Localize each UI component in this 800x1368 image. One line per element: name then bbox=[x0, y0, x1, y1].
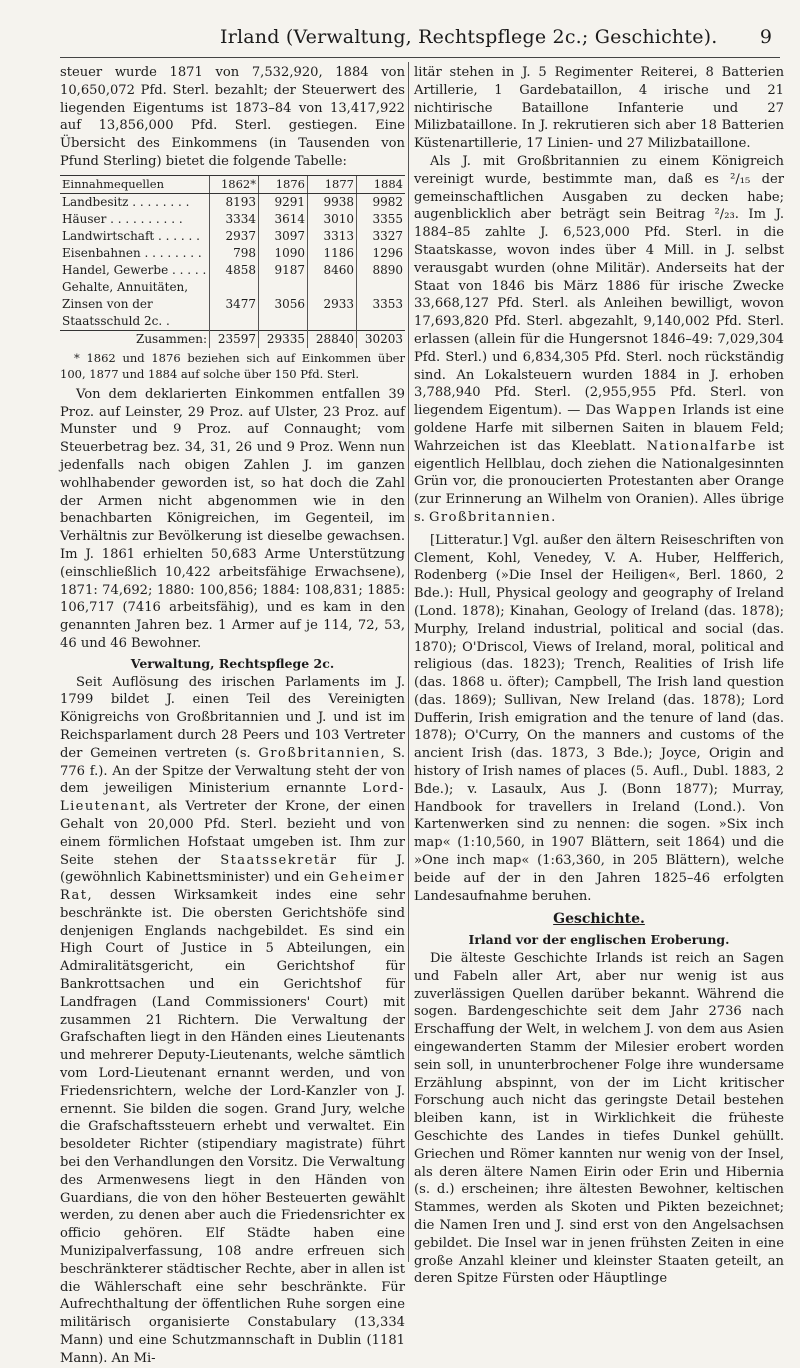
table-cell: 3056 bbox=[259, 279, 308, 331]
table-cell: Handel, Gewerbe . . . . . bbox=[62, 262, 207, 277]
table-cell: 9187 bbox=[259, 262, 308, 279]
income-table bbox=[60, 175, 405, 348]
table-row bbox=[60, 193, 405, 211]
table-cell: 8890 bbox=[357, 262, 406, 279]
emphasis-term: Wappen bbox=[615, 403, 678, 419]
table-cell: Häuser . . . . . . . . . . bbox=[62, 211, 183, 226]
table-cell: 29335 bbox=[259, 330, 308, 348]
table-cell: 30203 bbox=[357, 330, 406, 348]
table-cell: 3097 bbox=[259, 228, 308, 245]
text-run: für J. (gewöhnlich Kabinettsminister) und ein bbox=[60, 852, 406, 886]
table-cell: 9982 bbox=[357, 193, 406, 211]
table-row bbox=[60, 228, 405, 245]
table-cell: Zusammen: bbox=[60, 330, 210, 348]
text-run: ist eigentlich Hellblau, doch ziehen die Nationalgesinnten Grün vor, die pronoucierten Protestanten aber Orange (zur Erinnerung an Wilhelm von Oranien). Alles übrige s. bbox=[414, 438, 784, 525]
table-cell: 3327 bbox=[357, 228, 406, 245]
table-cell: 9291 bbox=[259, 193, 308, 211]
table-cell: 1186 bbox=[308, 245, 357, 262]
intro-paragraph: steuer wurde 1871 von 7,532,920, 1884 von 10,650,072 Pfd. Sterl. bezahlt; der Steuerwert des liegenden Eigentums ist 1873–84 von 13,417,922 auf 13,856,000 Pfd. Sterl. gestiegen. Eine Übersicht des Einkommens (in Tausenden von Pfund Sterling) bietet die folgende Tabelle: bbox=[60, 65, 405, 169]
literature-paragraph: [Litteratur.] Vgl. außer den ältern Reiseschriften von Clement, Kohl, Venedey, V. A. Huber, Helfferich, Rodenberg (»Die Insel der Heiligen«, Berl. 1860, 2 Bde.): Hull, Physical geology and geography of Ireland (Lond. 1878); Kinahan, Geology of Ireland (das. 1878); Murphy, Ireland industrial, political and social (das. 1870); O'Driscol, Views of Ireland, moral, political and religious (das. 1823); Trench, Realities of Irish life (das. 1868 u. öfter); Campbell, The Irish land question (das. 1869); Sullivan, New Ireland (das. 1878); Lord Dufferin, Irish emigration and the tenure of land (das. 1878); O'Curry, On the manners and customs of the ancient Irish (das. 1873, 3 Bde.); Joyce, Origin and history of Irish names of places (5. Aufl., Dubl. 1883, 2 Bde.); v. Lasaulx, Aus J. (Bonn 1877); Murray, Handbook for travellers in Ireland (Lond.). Von Kartenwerken sind zu nennen: die sogen. »Six inch map« (1:10,560, in 1907 Blättern, seit 1864) und die »One inch map« (1:63,360, in 205 Blättern), welche beide auf der in den Jahren 1825–46 erfolgten Landesaufnahme beruhen. bbox=[414, 532, 784, 904]
table-footnote: * 1862 und 1876 beziehen sich auf Einkommen über 100, 1877 und 1884 auf solche über 150 Pfd. Sterl. bbox=[60, 350, 405, 381]
left-column bbox=[60, 64, 405, 1368]
table-header: 1876 bbox=[259, 175, 308, 193]
cross-reference: Großbritannien bbox=[429, 509, 552, 525]
header-rule bbox=[60, 57, 780, 58]
table-row bbox=[60, 211, 405, 228]
subsection-heading: Irland vor der englischen Eroberung. bbox=[468, 932, 730, 948]
income-paragraph: Von dem deklarierten Einkommen entfallen 39 Proz. auf Leinster, 29 Proz. auf Ulster, 23 Proz. auf Munster und 9 Proz. auf Connaught; vom Steuerbetrag bez. 34, 31, 26 und 9 Proz. Wenn nun jedenfalls nach obigen Zahlen J. im ganzen wohlhabender geworden ist, so hat doch die Zahl der Armen nicht abgenommen wie in den benachbarten Königreichen, im Gegenteil, im Verhältnis zur Bevölkerung ist dieselbe gewachsen. Im J. 1861 erhielten 50,683 Arme Unterstützung (einschließlich 10,422 arbeitsfähige Erwachsene), 1871: 74,692; 1880: 100,856; 1884: 108,831; 1885: 106,717 (7416 arbeitsfähig), und es kam in den genannten Jahren bez. 1 Armer auf je 114, 72, 53, 46 und 46 Bewohner. bbox=[60, 386, 405, 651]
table-cell: 798 bbox=[210, 245, 259, 262]
table-cell: 28840 bbox=[308, 330, 357, 348]
table-cell: 1090 bbox=[259, 245, 308, 262]
table-cell: 2933 bbox=[308, 279, 357, 331]
section-heading-administration: Verwaltung, Rechtspflege 2c. bbox=[130, 655, 335, 671]
table-header: 1862* bbox=[210, 175, 259, 193]
text-run: . bbox=[551, 509, 556, 525]
finance-paragraph bbox=[414, 153, 784, 527]
table-cell: 8193 bbox=[210, 193, 259, 211]
emphasis-term: Nationalfarbe bbox=[646, 438, 757, 454]
right-column bbox=[414, 64, 784, 1288]
section-heading-history: Geschichte. bbox=[553, 911, 645, 928]
text-run: , als Vertreter der Krone, der einen Gehalt von 20,000 Pfd. Sterl. bezieht und von einem förmlichen Hofstaat umgeben ist. Ihm zur Seite stehen der bbox=[60, 799, 405, 868]
table-cell: 23597 bbox=[210, 330, 259, 348]
table-cell: Landwirtschaft . . . . . . bbox=[62, 228, 200, 243]
income-table-wrap bbox=[60, 175, 405, 382]
table-cell: 1296 bbox=[357, 245, 406, 262]
emphasis-term: Lord-Lieutenant bbox=[60, 781, 405, 815]
page-header bbox=[60, 26, 780, 54]
table-row bbox=[60, 279, 405, 331]
page-number: 9 bbox=[759, 26, 772, 48]
table-cell: Eisenbahnen . . . . . . . . bbox=[62, 245, 202, 260]
table-cell: 8460 bbox=[308, 262, 357, 279]
table-header: Einnahmequellen bbox=[60, 175, 210, 193]
text-run: Als J. mit Großbritannien zu einem Königreich vereinigt wurde, bestimmte man, daß es ²/₁₅ der gemeinschaftlichen Ausgaben zu decken habe; augenblicklich aber beträgt sein Beitrag ²/₂₃. Im J. 1884–85 zahlte J. 6,523,000 Pfd. Sterl. in die Staatskasse, wovon indes über 4 Mill. in J. selbst verausgabt wurden (ohne Militär). Anderseits hat der Staat von 1846 bis März 1886 für irische Zwecke 33,668,127 Pfd. Sterl. als Anleihen bewilligt, wovon 17,693,820 Pfd. Sterl. abgezahlt, 9,140,002 Pfd. Sterl. erlassen (allein für die Hungersnot 1846–49: 7,029,304 Pfd. Sterl.) und 6,834,305 Pfd. Sterl. noch rückständig sind. An Lokalsteuern wurden 1884 in J. erhoben 3,788,940 Pfd. Sterl. (2,955,955 Pfd. Sterl. von liegendem Eigentum). — Das bbox=[414, 153, 784, 419]
table-cell: 3355 bbox=[357, 211, 406, 228]
table-cell: 4858 bbox=[210, 262, 259, 279]
emphasis-term: Geheimer Rat bbox=[60, 870, 405, 904]
column-divider bbox=[408, 62, 409, 1262]
table-cell: 3353 bbox=[357, 279, 406, 331]
table-cell: 3010 bbox=[308, 211, 357, 228]
table-header: 1884 bbox=[357, 175, 406, 193]
administration-paragraph bbox=[60, 674, 405, 1368]
text-run: , S. 776 f.). An der Spitze der Verwaltung steht der von dem jeweiligen Ministerium ernannte bbox=[60, 745, 405, 797]
table-row bbox=[60, 262, 405, 279]
running-head: Irland (Verwaltung, Rechtspflege 2c.; Geschichte). bbox=[220, 26, 718, 48]
table-cell: 3477 bbox=[210, 279, 259, 331]
table-row bbox=[60, 245, 405, 262]
emphasis-term: Staatssekretär bbox=[220, 852, 338, 868]
table-header: 1877 bbox=[308, 175, 357, 193]
table-cell: 3334 bbox=[210, 211, 259, 228]
table-cell: 2937 bbox=[210, 228, 259, 245]
table-total-row bbox=[60, 330, 405, 348]
table-header-row bbox=[60, 175, 405, 193]
table-cell: 3614 bbox=[259, 211, 308, 228]
text-run: Irlands ist eine goldene Harfe mit silbernen Saiten in blauem Feld; Wahrzeichen ist das Kleeblatt. bbox=[414, 403, 785, 454]
military-paragraph: litär stehen in J. 5 Regimenter Reiterei, 8 Batterien Artillerie, 1 Gardebataillon, 4 irische und 21 nichtirische Bataillone Infanterie und 27 Milizbataillone. In J. rekrutieren sich aber 18 Batterien Küstenartillerie, 17 Linien- und 27 Milizbataillone. bbox=[414, 65, 784, 152]
cross-reference: Großbritannien bbox=[258, 745, 381, 761]
table-cell: Landbesitz . . . . . . . . bbox=[62, 194, 190, 209]
table-cell: 3313 bbox=[308, 228, 357, 245]
table-cell: Gehalte, Annuitäten, Zinsen von der Staatsschuld 2c. . bbox=[62, 279, 189, 328]
history-paragraph: Die älteste Geschichte Irlands ist reich an Sagen und Fabeln aller Art, aber nur wenig ist aus zuverlässigen Quellen darüber bekannt. Während die sogen. Bardengeschichte seit dem Jahr 2736 nach Erschaffung der Welt, in welchem J. von dem aus Asien eingewanderten Stamm der Milesier erobert worden sein soll, in ununterbrochener Folge ihre wundersame Erzählung abspinnt, von der im Licht kritischer Forschung auch nicht das geringste Detail bestehen bleiben kann, ist in Wirklichkeit die früheste Geschichte des Landes in tiefes Dunkel gehüllt. Griechen und Römer kannten nur wenig von der Insel, als deren ältere Namen Eirin oder Erin und Hibernia (s. d.) erscheinen; ihre ältesten Bewohner, keltischen Stammes, werden als Skoten und Pikten bezeichnet; die Namen Iren und J. sind erst von den Angelsachsen gebildet. Die Insel war in jenen frühsten Zeiten in eine große Anzahl kleiner und kleinster Staaten geteilt, an deren Spitze Fürsten oder Häuptlinge bbox=[414, 951, 784, 1287]
text-run: , dessen Wirksamkeit indes eine sehr beschränkte ist. Die obersten Gerichtshöfe sind denjenigen Englands nachgebildet. Es sind ein High Court of Justice in 5 Abteilungen, ein Admiralitätsgericht, ein Gerichtshof für Bankrottsachen und ein Gerichtshof für Landfragen (Land Commissioners' Court) mit zusammen 21 Richtern. Die Verwaltung der Grafschaften liegt in den Händen eines Lieutenants und mehrerer Deputy-Lieutenants, welche sämtlich vom Lord-Lieutenant ernannt werden, und von Friedensrichtern, welche der Lord-Kanzler von J. ernennt. Sie bilden die sogen. Grand Jury, welche die Grafschaftssteuern erhebt und verwaltet. Ein besoldeter Richter (stipendiary magistrate) führt bei den Verhandlungen den Vorsitz. Die Verwaltung des Armenwesens liegt in den Händen von Guardians, die von den höher Besteuerten gewählt werden, zu denen aber auch die Friedensrichter ex officio gehören. Elf Städte haben eine Munizipalverfassung, 108 andre erfreuen sich beschränkterer städtischer Rechte, aber in allen ist die Wählerschaft eine sehr beschränkte. Für Aufrechthaltung der öffentlichen Ruhe sorgen eine militärisch organisierte Constabulary (13,334 Mann) und eine Schutzmannschaft in Dublin (1181 Mann). An Mi- bbox=[60, 888, 405, 1366]
table-cell: 9938 bbox=[308, 193, 357, 211]
text-run: Seit Auflösung des irischen Parlaments im J. 1799 bildet J. einen Teil des Vereinigten Königreichs von Großbritannien und J. und ist im Reichsparlament durch 28 Peers und 103 Vertreter der Gemeinen vertreten (s. bbox=[60, 674, 405, 761]
